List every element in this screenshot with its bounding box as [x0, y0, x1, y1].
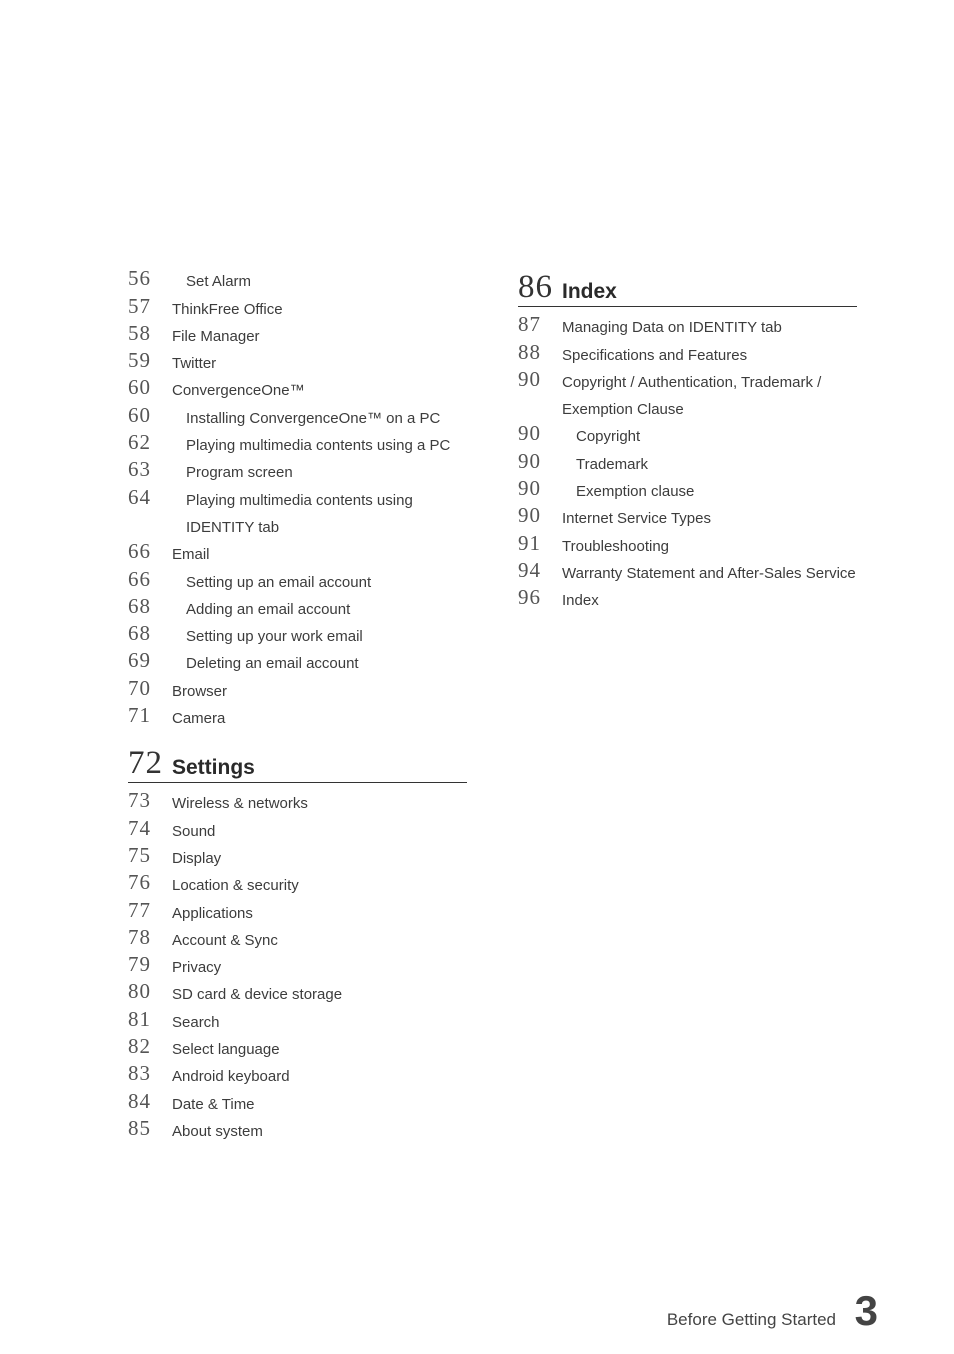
toc-page-number: 85	[128, 1115, 151, 1140]
toc-page-number: 90	[518, 476, 541, 501]
toc-entry[interactable]	[128, 348, 467, 375]
toc-page-number: 75	[128, 842, 151, 867]
toc-entry[interactable]	[518, 530, 857, 557]
toc-page-number: 64	[128, 484, 151, 509]
toc-entry-label: Setting up your work email	[186, 628, 363, 646]
toc-entry-list	[128, 788, 467, 1143]
toc-entry-label: Sound	[172, 822, 216, 840]
toc-page-number: 88	[518, 339, 541, 364]
toc-entry[interactable]	[128, 266, 467, 293]
toc-entry[interactable]	[128, 897, 467, 924]
toc-entry[interactable]	[128, 675, 467, 702]
toc-page-number: 77	[128, 897, 151, 922]
toc-entry[interactable]	[128, 375, 467, 402]
toc-entry-label: Location & security	[172, 877, 299, 895]
toc-entry-label: Date & Time	[172, 1095, 255, 1113]
toc-entry-label: ThinkFree Office	[172, 300, 283, 318]
toc-entry[interactable]	[128, 512, 467, 539]
toc-entry-label: Set Alarm	[186, 273, 252, 291]
toc-entry-label: Exemption clause	[576, 483, 695, 501]
toc-entry[interactable]	[128, 1034, 467, 1061]
toc-page-number: 78	[128, 924, 151, 949]
toc-page-number: 79	[128, 952, 151, 977]
toc-entry[interactable]	[128, 815, 467, 842]
toc-entry[interactable]	[128, 1116, 467, 1143]
toc-right-column	[518, 270, 857, 612]
toc-entry-label: Copyright / Authentication, Trademark /	[562, 373, 822, 391]
toc-entry-label: Privacy	[172, 959, 222, 977]
toc-page-number: 84	[128, 1088, 151, 1113]
toc-page-number: 66	[128, 566, 151, 591]
toc-entry-label: About system	[172, 1122, 263, 1140]
toc-entry[interactable]	[128, 788, 467, 815]
toc-entry-label: Camera	[172, 710, 226, 728]
toc-entry[interactable]	[128, 594, 467, 621]
toc-entry[interactable]	[518, 367, 857, 394]
toc-entry[interactable]	[128, 843, 467, 870]
toc-entry-label: Email	[172, 546, 210, 564]
toc-entry-label: Exemption Clause	[562, 401, 684, 419]
toc-entry-label: Program screen	[186, 464, 293, 482]
toc-page-number: 76	[128, 870, 151, 895]
toc-page-number: 90	[518, 421, 541, 446]
toc-entry-label: Playing multimedia contents using a PC	[186, 437, 451, 455]
toc-page-number: 70	[128, 675, 151, 700]
toc-page-number: 62	[128, 430, 151, 455]
toc-entry-label: Setting up an email account	[186, 573, 372, 591]
toc-entry[interactable]	[128, 484, 467, 511]
toc-entry-label: Wireless & networks	[172, 795, 308, 813]
toc-entry[interactable]	[518, 585, 857, 612]
toc-entry[interactable]	[128, 703, 467, 730]
toc-entry[interactable]	[518, 503, 857, 530]
toc-page-number: 87	[518, 312, 541, 337]
toc-entry[interactable]	[518, 394, 857, 421]
toc-page-number: 73	[128, 788, 151, 813]
toc-entry[interactable]	[128, 457, 467, 484]
toc-entry-label: Internet Service Types	[562, 510, 711, 528]
toc-page-number: 96	[518, 585, 541, 610]
toc-page-number: 59	[128, 348, 151, 373]
toc-entry-label: Specifications and Features	[562, 346, 748, 364]
toc-page-number: 82	[128, 1034, 151, 1059]
toc-entry[interactable]	[518, 448, 857, 475]
toc-page-number: 63	[128, 457, 151, 482]
toc-entry[interactable]	[128, 1061, 467, 1088]
toc-entry-label: Applications	[172, 904, 253, 922]
toc-page-number: 58	[128, 320, 151, 345]
page-number: 3	[854, 1287, 878, 1334]
toc-entry[interactable]	[128, 402, 467, 429]
toc-page-number: 83	[128, 1061, 151, 1086]
toc-page-number: 66	[128, 539, 151, 564]
toc-entry[interactable]	[128, 566, 467, 593]
toc-entry-label: Installing ConvergenceOne™ on a PC	[186, 409, 441, 427]
toc-page-number: 56	[128, 266, 151, 291]
toc-entry-label: Trademark	[576, 455, 648, 473]
toc-entry-label: Warranty Statement and After-Sales Service	[562, 564, 856, 582]
toc-entry-label: Search	[172, 1013, 220, 1031]
chapter-title: Before Getting Started	[666, 1310, 836, 1329]
section-page-number: 72	[128, 745, 163, 782]
toc-entry-label: Troubleshooting	[562, 537, 670, 555]
toc-entry-label: Deleting an email account	[186, 655, 359, 673]
toc-entry[interactable]	[518, 312, 857, 339]
toc-page-number: 90	[518, 448, 541, 473]
toc-entry[interactable]	[128, 621, 467, 648]
toc-page-number: 90	[518, 503, 541, 528]
toc-entry[interactable]	[128, 648, 467, 675]
toc-page-number: 81	[128, 1006, 151, 1031]
toc-entry[interactable]	[518, 476, 857, 503]
toc-entry-label: Display	[172, 849, 222, 867]
toc-entry[interactable]	[128, 321, 467, 348]
toc-entry-label: Android keyboard	[172, 1068, 290, 1086]
toc-entry-label: SD card & device storage	[172, 986, 343, 1004]
toc-entry[interactable]	[128, 430, 467, 457]
toc-entry[interactable]	[128, 293, 467, 320]
toc-entry-label: Adding an email account	[186, 600, 351, 618]
toc-page-number: 80	[128, 979, 151, 1004]
toc-page-number: 69	[128, 648, 151, 673]
toc-page-number: 60	[128, 375, 151, 400]
toc-entry-label: Account & Sync	[172, 931, 278, 949]
toc-entry[interactable]	[518, 558, 857, 585]
toc-left-column	[128, 266, 467, 1143]
toc-page-number: 60	[128, 402, 151, 427]
toc-page-number: 68	[128, 593, 151, 618]
toc-entry-label: Browser	[172, 682, 228, 700]
section-heading-settings[interactable]	[128, 746, 467, 783]
section-title: Index	[562, 280, 617, 303]
toc-entry[interactable]	[128, 870, 467, 897]
toc-page-number: 90	[518, 366, 541, 391]
toc-entry[interactable]	[128, 952, 467, 979]
toc-entry-label: ConvergenceOne™	[172, 382, 305, 400]
toc-entry-label: Copyright	[576, 428, 641, 446]
section-heading-index[interactable]	[518, 270, 857, 307]
toc-entry-label: IDENTITY tab	[186, 518, 280, 536]
toc-entry-list	[128, 266, 467, 730]
section-title: Settings	[172, 756, 255, 780]
toc-entry-label: Managing Data on IDENTITY tab	[562, 319, 782, 337]
toc-page-number: 71	[128, 703, 151, 728]
toc-entry[interactable]	[518, 421, 857, 448]
toc-page-number: 68	[128, 621, 151, 646]
toc-entry-label: File Manager	[172, 327, 260, 345]
toc-entry[interactable]	[128, 925, 467, 952]
toc-page-number: 57	[128, 293, 151, 318]
toc-entry-label: Playing multimedia contents using	[186, 491, 413, 509]
section-page-number: 86	[518, 269, 553, 305]
toc-page-number: 94	[518, 557, 541, 582]
toc-page-number: 74	[128, 815, 151, 840]
toc-entry-label: Twitter	[172, 355, 217, 373]
toc-entry-list	[518, 312, 857, 612]
toc-entry-label: Select language	[172, 1041, 280, 1059]
toc-entry[interactable]	[128, 1088, 467, 1115]
toc-page-number: 91	[518, 530, 541, 555]
toc-entry[interactable]	[518, 339, 857, 366]
toc-entry[interactable]	[128, 539, 467, 566]
toc-entry-label: Index	[562, 592, 599, 610]
toc-entry[interactable]	[128, 1006, 467, 1033]
toc-entry[interactable]	[128, 979, 467, 1006]
